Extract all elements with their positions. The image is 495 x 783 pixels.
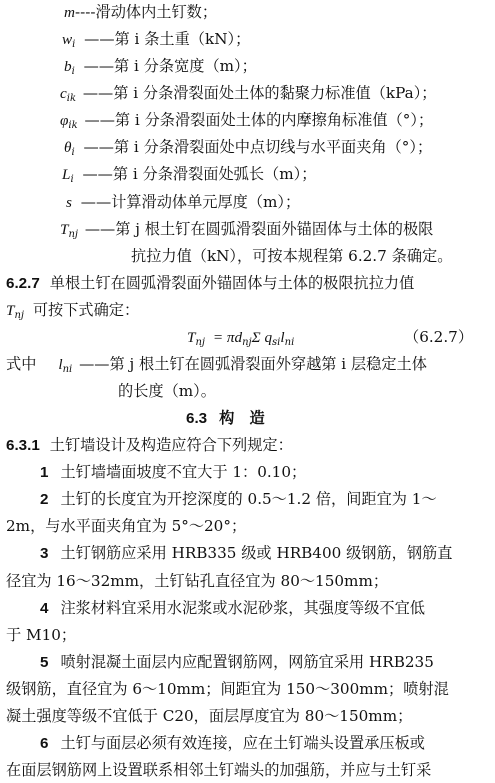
item-5-line3: 凝土强度等级不宜低于 C20，面层厚度宜为 80～150mm； bbox=[6, 706, 413, 725]
item-2-line2: 2m，与水平面夹角宜为 5°～20°； bbox=[6, 517, 247, 536]
item-4-line2: 于 M10； bbox=[6, 625, 77, 644]
item-4-line1: 4 注浆材料宜采用水泥浆或水泥砂浆，其强度等级不宜低 bbox=[40, 598, 425, 617]
definition-L: $L_i$ ——第 i 分条滑裂面处弧长（m）； bbox=[62, 165, 317, 186]
section-63-title: 6.3 构 造 bbox=[186, 409, 265, 428]
item-1: 1 土钉墙墙面坡度不宜大于 1：0.10； bbox=[40, 463, 307, 482]
definition-w: $w_i$ ——第 i 条土重（kN）； bbox=[62, 30, 251, 51]
item-2-line1: 2 土钉的长度宜为开挖深度的 0.5～1.2 倍，间距宜为 1～ bbox=[40, 490, 437, 509]
formula-label-627: （6.2.7） bbox=[404, 327, 474, 346]
definition-m: m----滑动体内土钉数； bbox=[64, 3, 217, 21]
item-6-line2: 在面层钢筋网上设置联系相邻土钉端头的加强筋，并应与土钉采 bbox=[6, 761, 432, 779]
item-5-line2: 级钢筋，直径宜为 6～10mm；间距宜为 150～300mm；喷射混 bbox=[6, 679, 449, 698]
definition-Tnj: $T_{nj}$ ——第 j 根土钉在圆弧滑裂面外锚固体与土体的极限 bbox=[60, 219, 434, 240]
clause-627-line2: $T_{nj}$ 可按下式确定： bbox=[6, 300, 140, 321]
definition-c: $c_{ik}$ ——第 i 分条滑裂面处土体的黏聚力标准值（kPa）； bbox=[60, 84, 437, 105]
definition-s: s ——计算滑动体单元厚度（m）； bbox=[66, 192, 301, 211]
clause-627-heading: 6.2.7 单根土钉在圆弧滑裂面外锚固体与土体的极限抗拉力值 bbox=[6, 273, 415, 292]
clause-631-heading: 6.3.1 土钉墙设计及构造应符合下列规定： bbox=[6, 436, 293, 455]
formula-627: $T_{nj} = \pi d_{nj}\Sigma$ $q_{si}l_{ni}$ bbox=[187, 328, 295, 348]
item-3-line2: 径宜为 16～32mm，土钉钻孔直径宜为 80～150mm； bbox=[6, 571, 389, 590]
item-5-line1: 5 喷射混凝土面层内应配置钢筋网，网筋宜采用 HRB235 bbox=[40, 652, 434, 671]
definition-theta: $\theta_i$ ——第 i 分条滑裂面处中点切线与水平面夹角（°）； bbox=[64, 138, 433, 159]
where-lni: 式中 $l_{ni}$ ——第 j 根土钉在圆弧滑裂面外穿越第 i 层稳定土体 bbox=[6, 354, 427, 375]
definition-b: $b_i$ ——第 i 分条宽度（m）； bbox=[64, 57, 257, 78]
definition-phi: $\varphi_{ik}$ ——第 i 分条滑裂面处土体的内摩擦角标准值（°）； bbox=[60, 111, 434, 132]
item-3-line1: 3 土钉钢筋应采用 HRB335 级或 HRB400 级钢筋，钢筋直 bbox=[40, 544, 453, 563]
where-lni-continuation: 的长度（m）。 bbox=[118, 382, 216, 400]
item-6-line1: 6 土钉与面层必须有效连接，应在土钉端头设置承压板或 bbox=[40, 733, 425, 752]
definition-Tnj-continuation: 抗拉力值（kN），可按本规程第 6.2.7 条确定。 bbox=[131, 246, 453, 265]
